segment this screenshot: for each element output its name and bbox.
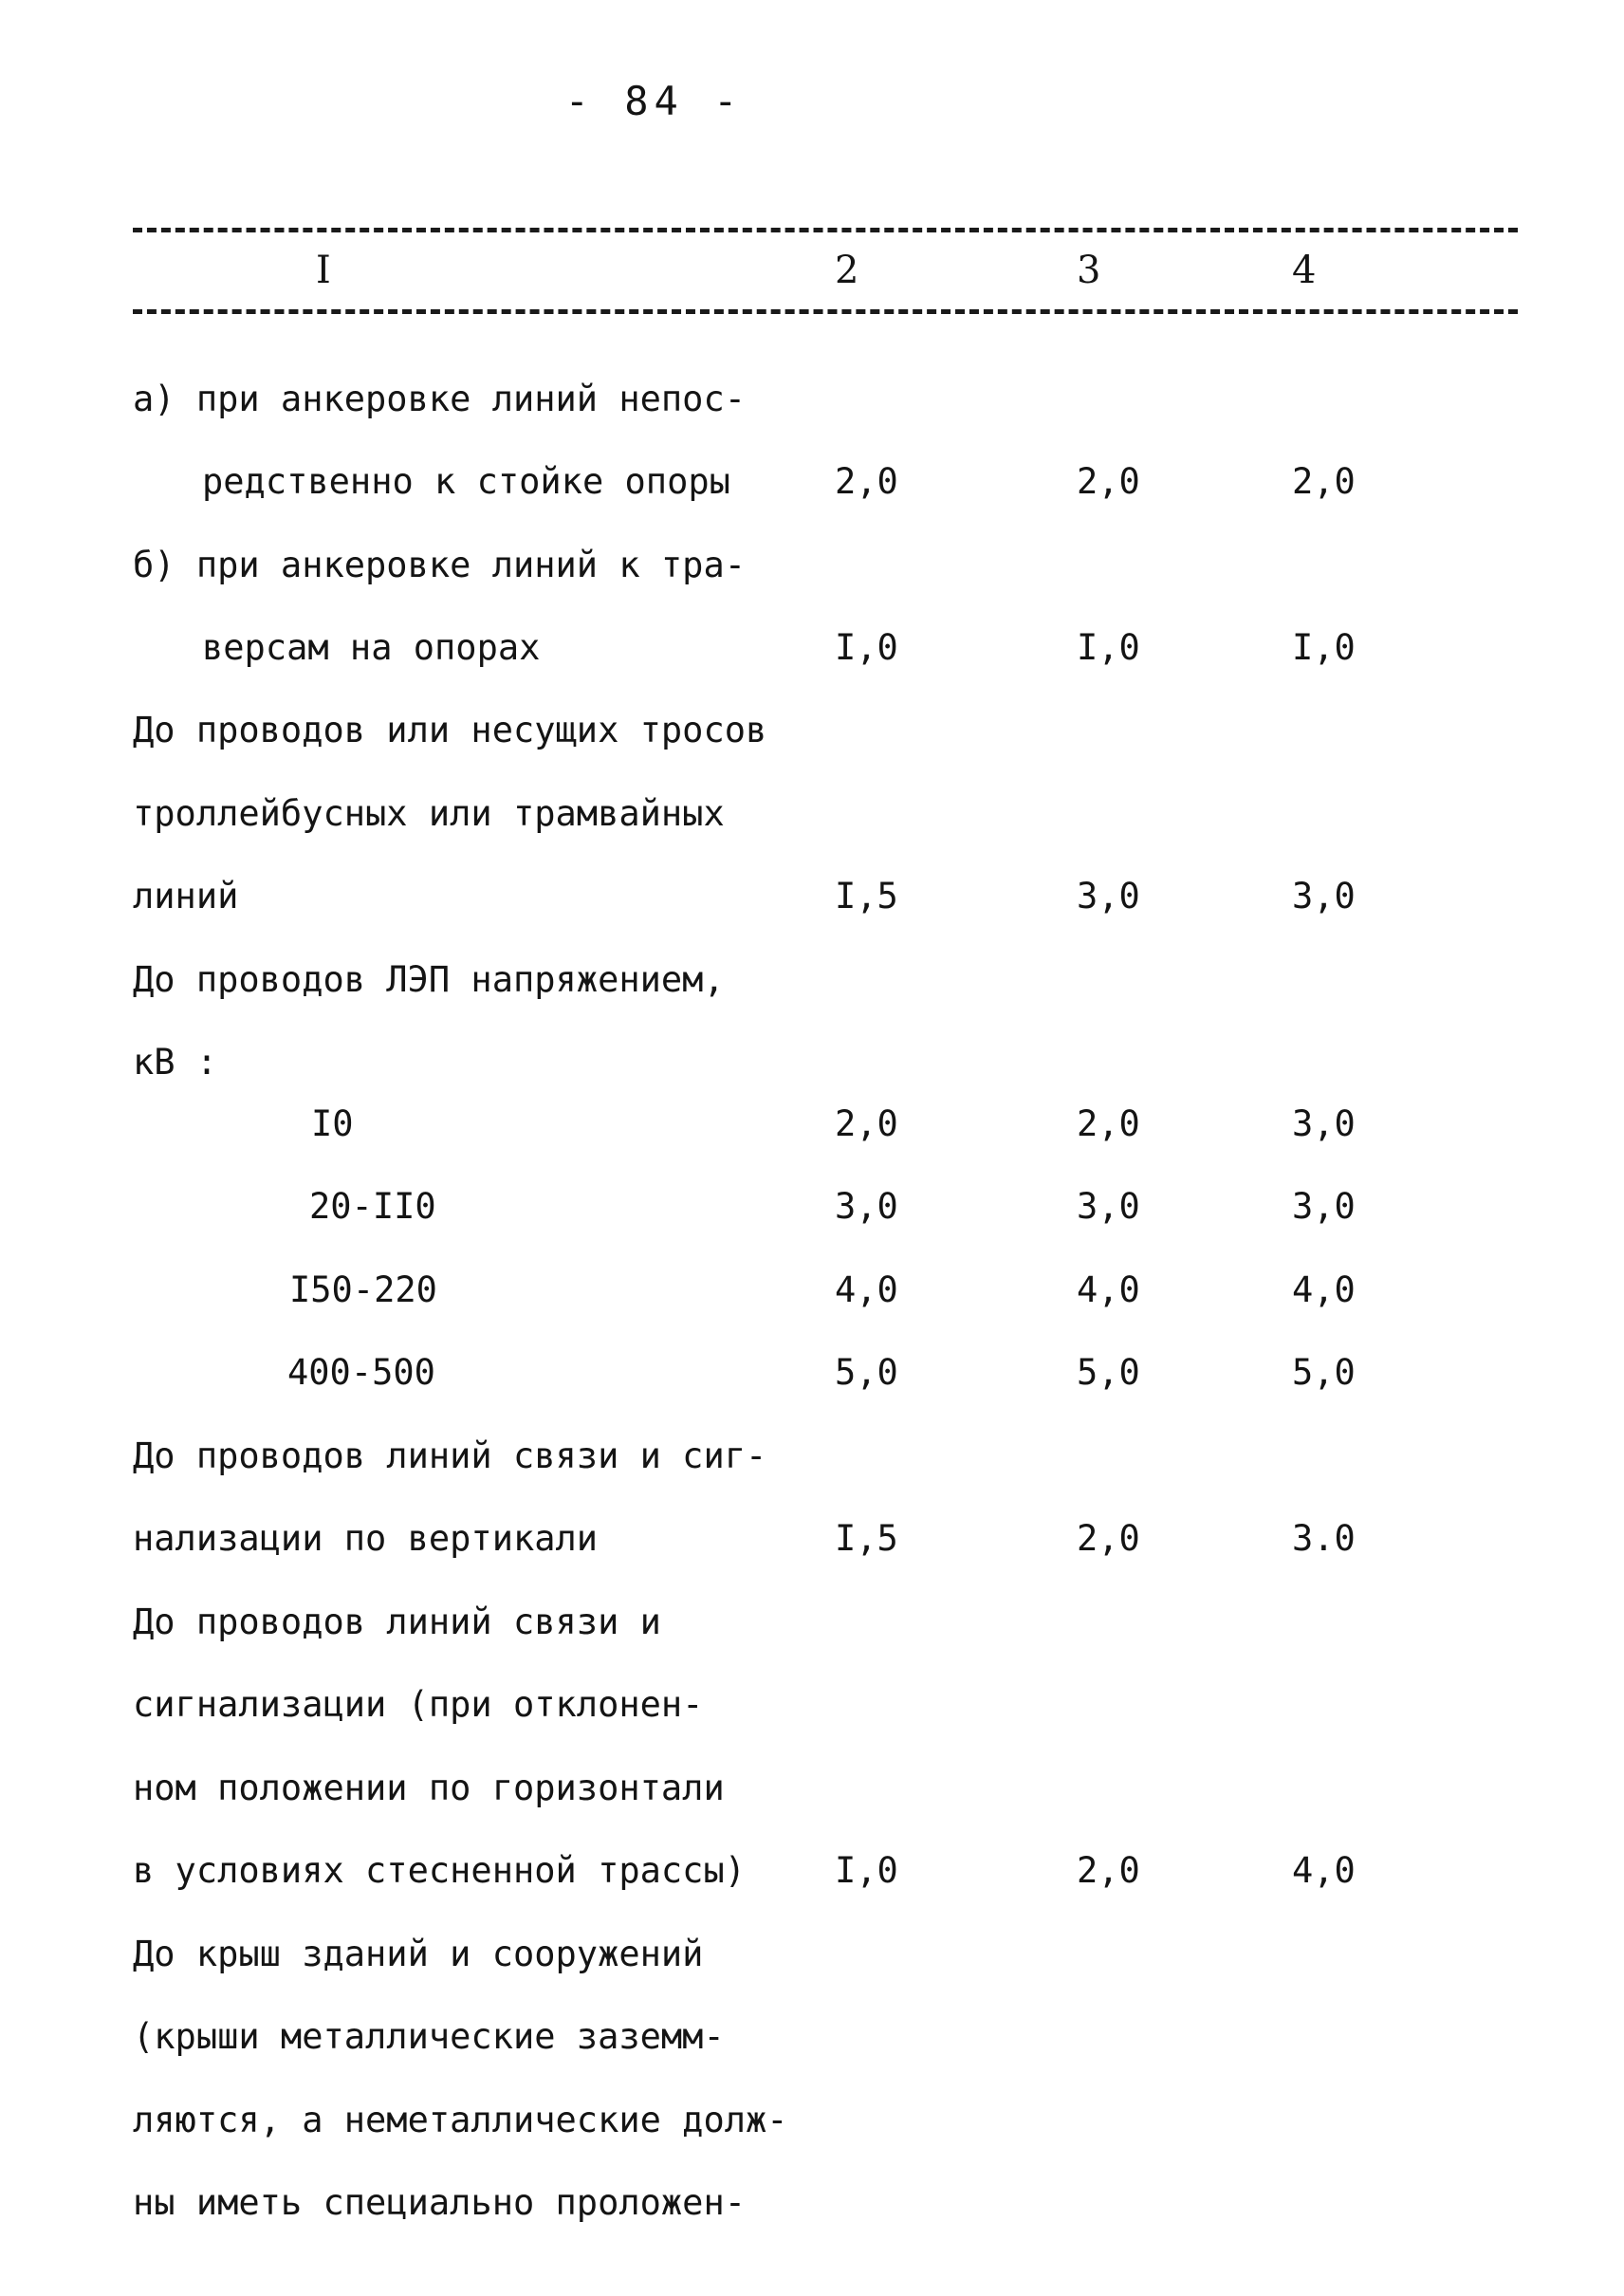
row-value-col4: 3,0: [1292, 1186, 1356, 1227]
table-header-col4: 4: [1292, 249, 1317, 292]
table-row: [0, 2092, 1624, 2149]
row-value-col3: 2,0: [1077, 1518, 1140, 1559]
row-label: б) при анкеровке линий к тра-: [133, 545, 747, 585]
table-row: [0, 620, 1624, 676]
table-rule-bottom: [133, 309, 1518, 314]
row-label: До проводов линий связи и: [133, 1602, 661, 1642]
table-row: [0, 537, 1624, 594]
row-value-col3: 5,0: [1077, 1352, 1140, 1393]
row-label: I0: [311, 1103, 354, 1144]
table-header-col3: 3: [1077, 249, 1101, 292]
row-label: До проводов ЛЭП напряжением,: [133, 959, 725, 1000]
table-row: [0, 952, 1624, 1009]
row-label: кВ :: [133, 1042, 218, 1083]
table-row: [0, 2009, 1624, 2065]
row-label: а) при анкеровке линий непос-: [133, 379, 747, 419]
row-value-col2: I,5: [835, 876, 898, 917]
row-value-col2: I,0: [835, 627, 898, 668]
table-row: [0, 1344, 1624, 1401]
row-label: сигнализации (при отклонен-: [133, 1684, 704, 1725]
row-label: До крыш зданий и сооружений: [133, 1934, 704, 1974]
row-label: (крыши металлические заземм-: [133, 2016, 725, 2057]
row-value-col3: 2,0: [1077, 1850, 1140, 1891]
row-label: ляются, а неметаллические долж-: [133, 2100, 788, 2140]
row-label: I50-220: [289, 1269, 437, 1310]
row-label: версам на опорах: [202, 627, 541, 668]
row-value-col2: 4,0: [835, 1269, 898, 1310]
table-row: [0, 1926, 1624, 1983]
row-label: нализации по вертикали: [133, 1518, 599, 1559]
row-value-col4: 3.0: [1292, 1518, 1356, 1559]
table-row: [0, 1178, 1624, 1235]
row-value-col4: I,0: [1292, 627, 1356, 668]
row-value-col2: I,5: [835, 1518, 898, 1559]
row-label: троллейбусных или трамвайных: [133, 793, 725, 834]
table-row: [0, 1096, 1624, 1153]
row-value-col4: 5,0: [1292, 1352, 1356, 1393]
row-label: До проводов или несущих тросов: [133, 710, 767, 750]
table-row: [0, 1594, 1624, 1651]
table-row: [0, 1262, 1624, 1319]
table-row: [0, 454, 1624, 510]
table-rule-top: [133, 228, 1518, 232]
row-label: 400-500: [287, 1352, 435, 1393]
row-value-col4: 2,0: [1292, 461, 1356, 502]
table-row: [0, 1428, 1624, 1485]
table-row: [0, 1760, 1624, 1817]
row-value-col3: 2,0: [1077, 1103, 1140, 1144]
table-row: [0, 1034, 1624, 1091]
row-label: линий: [133, 876, 239, 917]
row-value-col2: 2,0: [835, 1103, 898, 1144]
table-header-col2: 2: [835, 249, 859, 292]
row-label: редственно к стойке опоры: [202, 461, 730, 502]
row-value-col4: 3,0: [1292, 1103, 1356, 1144]
table-row: [0, 702, 1624, 759]
table-row: [0, 1676, 1624, 1733]
table-row: [0, 786, 1624, 842]
table-row: [0, 1510, 1624, 1567]
row-label: 20-II0: [309, 1186, 436, 1227]
row-value-col2: I,0: [835, 1850, 898, 1891]
row-value-col4: 4,0: [1292, 1850, 1356, 1891]
row-value-col3: 2,0: [1077, 461, 1140, 502]
row-value-col3: I,0: [1077, 627, 1140, 668]
table-row: [0, 1842, 1624, 1899]
row-value-col2: 2,0: [835, 461, 898, 502]
row-value-col2: 5,0: [835, 1352, 898, 1393]
row-value-col3: 4,0: [1077, 1269, 1140, 1310]
table-row: [0, 371, 1624, 428]
row-value-col3: 3,0: [1077, 1186, 1140, 1227]
table-header-col1: I: [316, 249, 331, 292]
row-value-col2: 3,0: [835, 1186, 898, 1227]
row-label: До проводов линий связи и сиг-: [133, 1435, 767, 1476]
row-value-col4: 4,0: [1292, 1269, 1356, 1310]
row-label: в условиях стесненной трассы): [133, 1850, 747, 1891]
row-value-col3: 3,0: [1077, 876, 1140, 917]
table-row: [0, 868, 1624, 925]
page-number: - 84 -: [564, 78, 744, 124]
row-value-col4: 3,0: [1292, 876, 1356, 917]
row-label: ны иметь специально проложен-: [133, 2182, 747, 2223]
row-label: ном положении по горизонтали: [133, 1768, 725, 1808]
table-row: [0, 2175, 1624, 2231]
